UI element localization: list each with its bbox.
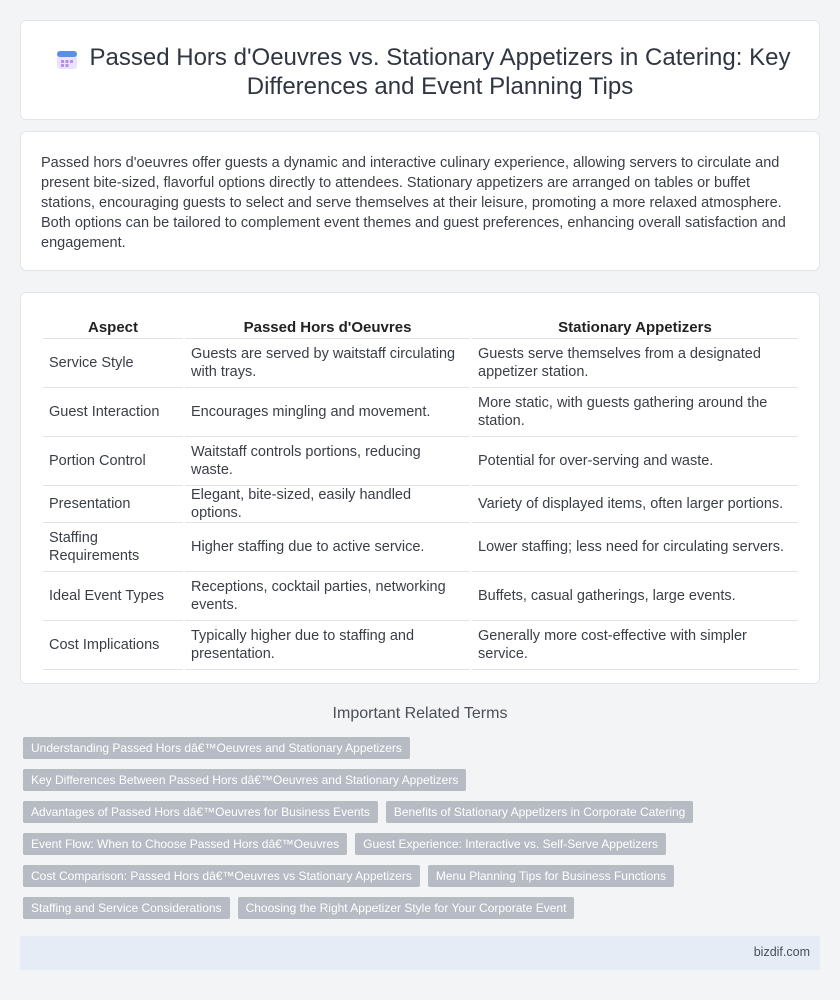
cell-stationary: Guests serve themselves from a designated appetizer station. — [472, 339, 798, 388]
intro-card — [20, 131, 820, 271]
cell-passed: Guests are served by waitstaff circulating with trays. — [185, 339, 470, 388]
cell-stationary: Buffets, casual gatherings, large events. — [472, 572, 798, 621]
table-row — [43, 437, 798, 486]
related-term-tag[interactable]: Guest Experience: Interactive vs. Self-Serve Appetizers — [355, 833, 666, 855]
header-aspect: Aspect — [43, 315, 183, 339]
cell-passed: Typically higher due to staffing and presentation. — [185, 621, 470, 670]
cell-stationary: Variety of displayed items, often larger portions. — [472, 486, 798, 523]
related-term-tag[interactable]: Choosing the Right Appetizer Style for Your Corporate Event — [238, 897, 575, 919]
table-row — [43, 523, 798, 572]
cell-aspect: Guest Interaction — [43, 388, 183, 437]
cell-stationary: Generally more cost-effective with simpler service. — [472, 621, 798, 670]
cell-stationary: Potential for over-serving and waste. — [472, 437, 798, 486]
table-row — [43, 388, 798, 437]
header-stationary: Stationary Appetizers — [472, 315, 798, 339]
cell-stationary: Lower staffing; less need for circulating servers. — [472, 523, 798, 572]
cell-passed: Higher staffing due to active service. — [185, 523, 470, 572]
footer — [20, 936, 820, 970]
cell-passed: Waitstaff controls portions, reducing waste. — [185, 437, 470, 486]
footer-site-link[interactable]: bizdif.com — [753, 945, 810, 959]
related-term-tag[interactable]: Advantages of Passed Hors dâ€™Oeuvres for Business Events — [23, 801, 378, 823]
related-term-tag[interactable]: Menu Planning Tips for Business Functions — [428, 865, 674, 887]
cell-passed: Receptions, cocktail parties, networking events. — [185, 572, 470, 621]
title-card — [20, 20, 820, 120]
page-title: Passed Hors d'Oeuvres vs. Stationary Appetizers in Catering: Key Differences and Event Planning Tips — [89, 44, 791, 100]
cell-aspect: Ideal Event Types — [43, 572, 183, 621]
cell-passed: Elegant, bite-sized, easily handled options. — [185, 486, 470, 523]
cell-passed: Encourages mingling and movement. — [185, 388, 470, 437]
header-passed: Passed Hors d'Oeuvres — [185, 315, 470, 339]
related-term-tag[interactable]: Staffing and Service Considerations — [23, 897, 230, 919]
cell-aspect: Cost Implications — [43, 621, 183, 670]
related-term-tag[interactable]: Benefits of Stationary Appetizers in Corporate Catering — [386, 801, 694, 823]
related-term-tag[interactable]: Key Differences Between Passed Hors dâ€™Oeuvres and Stationary Appetizers — [23, 769, 466, 791]
table-row — [43, 339, 798, 388]
related-terms-list — [23, 737, 823, 919]
related-term-tag[interactable]: Event Flow: When to Choose Passed Hors dâ€™Oeuvres — [23, 833, 347, 855]
comparison-table — [41, 315, 800, 670]
cell-aspect: Presentation — [43, 486, 183, 523]
intro-paragraph: Passed hors d'oeuvres offer guests a dynamic and interactive culinary experience, allowing servers to circulate and present bite-sized, flavorful options directly to attendees. Stationary appetizers are arranged on tables or buffet stations, encouraging guests to select and serve themselves at their leisure, promoting a more relaxed atmosphere. Both options can be tailored to complement event themes and guest preferences, enhancing overall satisfaction and engagement. — [41, 155, 786, 251]
cell-aspect: Portion Control — [43, 437, 183, 486]
cell-stationary: More static, with guests gathering around the station. — [472, 388, 798, 437]
comparison-card — [20, 292, 820, 684]
table-header-row — [43, 315, 798, 339]
related-term-tag[interactable]: Understanding Passed Hors dâ€™Oeuvres and Stationary Appetizers — [23, 737, 410, 759]
cell-aspect: Staffing Requirements — [43, 523, 183, 572]
related-terms-heading: Important Related Terms — [332, 705, 508, 722]
related-term-tag[interactable]: Cost Comparison: Passed Hors dâ€™Oeuvres vs Stationary Appetizers — [23, 865, 420, 887]
cell-aspect: Service Style — [43, 339, 183, 388]
table-row — [43, 621, 798, 670]
table-row — [43, 486, 798, 523]
table-row — [43, 572, 798, 621]
